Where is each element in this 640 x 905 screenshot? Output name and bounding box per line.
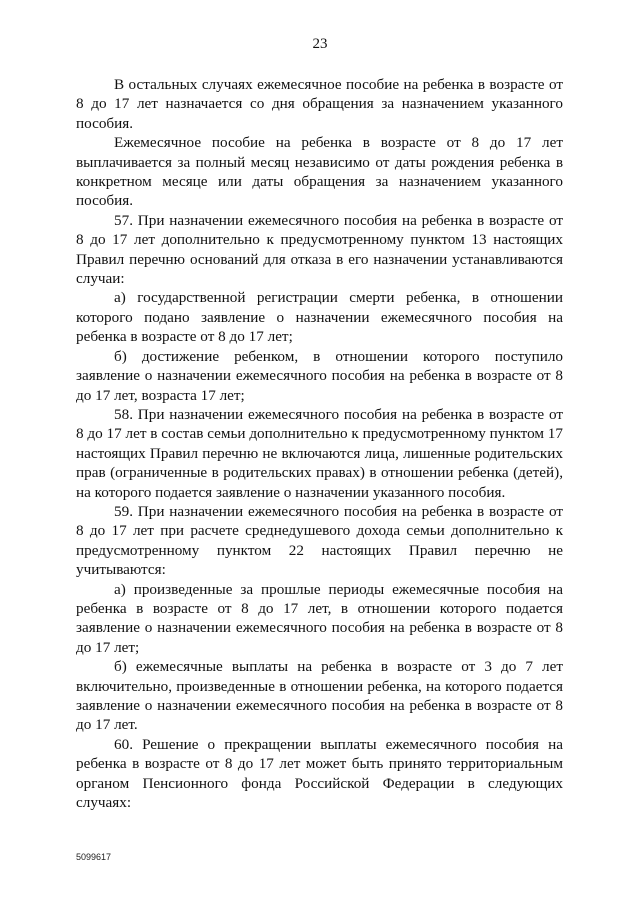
paragraph: 57. При назначении ежемесячного пособия на ребенка в возрасте от 8 до 17 лет дополнительно к предусмотренному пунктом 13 настоящих Правил перечню оснований для отказа в его назначении устанавливаются случаи:	[76, 211, 563, 288]
document-body	[76, 75, 563, 812]
paragraph: б) достижение ребенком, в отношении которого поступило заявление о назначении ежемесячного пособия на ребенка в возрасте от 8 до 17 лет, возраста 17 лет;	[76, 347, 563, 404]
document-code: 5099617	[76, 852, 112, 862]
paragraph: а) произведенные за прошлые периоды ежемесячные пособия на ребенка в возрасте от 8 до 17 лет, в отношении которого подается заявление о назначении ежемесячного пособия на ребенка в возрасте от 8 до 17 лет;	[76, 580, 563, 656]
paragraph: а) государственной регистрации смерти ребенка, в отношении которого подано заявление о назначении ежемесячного пособия на ребенка в возрасте от 8 до 17 лет;	[76, 289, 563, 346]
paragraph: 60. Решение о прекращении выплаты ежемесячного пособия на ребенка в возрасте от 8 до 17 лет может быть принято территориальным органом Пенсионного фонда Российской Федерации в следующих случаях:	[76, 735, 563, 812]
paragraph: В остальных случаях ежемесячное пособие на ребенка в возрасте от 8 до 17 лет назначается со дня обращения за назначением указанного пособия.	[76, 76, 563, 132]
paragraph: 59. При назначении ежемесячного пособия на ребенка в возрасте от 8 до 17 лет при расчете среднедушевого дохода семьи дополнительно к предусмотренному пунктом 22 настоящих Правил перечню не учитываются:	[76, 502, 563, 579]
paragraph: Ежемесячное пособие на ребенка в возрасте от 8 до 17 лет выплачивается за полный месяц независимо от даты рождения ребенка в конкретном месяце или даты обращения за назначением указанного пособия.	[76, 134, 563, 210]
paragraph: б) ежемесячные выплаты на ребенка в возрасте от 3 до 7 лет включительно, произведенные в отношении ребенка, на которого подается заявление о назначении ежемесячного пособия на ребенка в возрасте от 8 до 17 лет.	[76, 658, 563, 734]
paragraph: 58. При назначении ежемесячного пособия на ребенка в возрасте от 8 до 17 лет в состав семьи дополнительно к предусмотренному пунктом 17 настоящих Правил перечню не включаются лица, лишенные родительских прав (ограниченные в родительских правах) в отношении ребенка (детей), на которого подается заявление о назначении указанного пособия.	[76, 405, 563, 501]
page-number: 23	[312, 36, 328, 52]
